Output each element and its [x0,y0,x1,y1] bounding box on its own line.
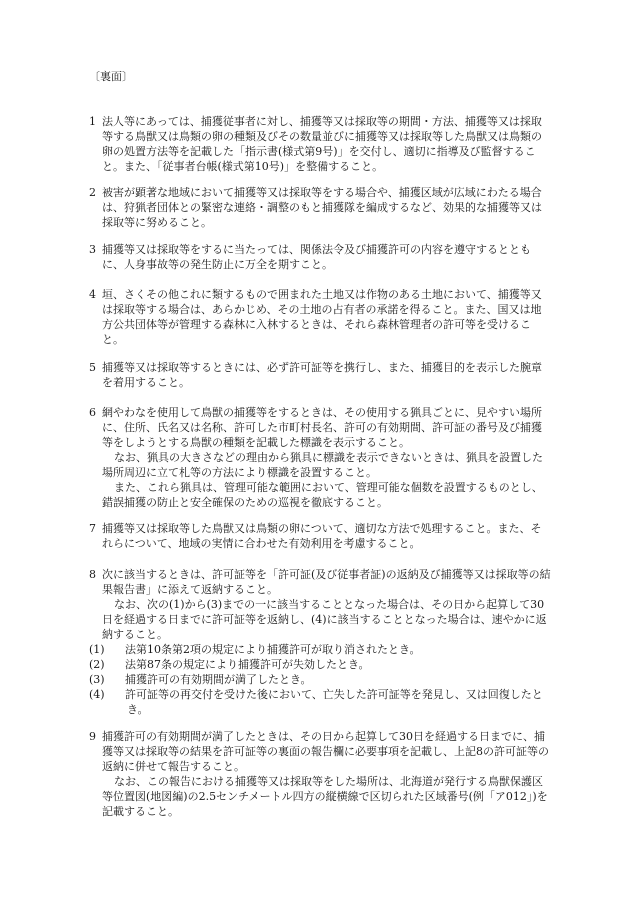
section-6 [89,405,551,510]
list-item-number: (2) [89,658,105,671]
section-text: 捕獲許可の有効期間が満了したときは、その日から起算して30日を経過する日までに、捕獲等又は採取等の結果を許可証等の裏面の報告欄に必要事項を記載し、上記8の許可証等の返納に併せて報告すること。 [102,730,549,773]
section-8 [89,567,551,717]
section-text: 被害が顕著な地域において捕獲等又は採取等をする場合や、捕獲区域が広域にわたる場合は、狩猟者団体との緊密な連絡・調整のもと捕獲隊を編成するなど、効果的な捕獲等又は採取等に努めること。 [102,186,542,229]
section-4 [89,287,551,347]
list-item-text: 法第87条の規定により捕獲許可が失効したとき。 [125,658,370,671]
section-number: 3 [89,243,96,256]
page-heading: 〔裏面〕 [89,70,133,83]
section-number: 1 [89,115,96,128]
section-number: 2 [89,186,96,199]
list-item-number: (1) [89,643,105,656]
section-1 [89,114,551,174]
list-item-number: (3) [89,673,105,686]
list-item-number: (4) [89,688,105,701]
section-paragraph: なお、猟具の大きさなどの理由から猟具に標識を表示できないときは、猟具を設置した場所周辺に立て札等の方法により標識を設置すること。 [102,451,543,479]
list-item [89,672,551,687]
list-item [89,687,551,717]
list-item-text: 捕獲許可の有効期間が満了したとき。 [125,673,312,686]
section-number: 8 [89,568,96,581]
section-text: 網やわなを使用して鳥獣の捕獲等をするときは、その使用する猟具ごとに、見やすい場所に、住所、氏名又は名称、許可した市町村長名、許可の有効期間、許可証の番号及び捕獲等をしようとする鳥獣の種類を記載した標識を表示すること。 [102,406,542,449]
section-text: 法人等にあっては、捕獲従事者に対し、捕獲等又は採取等の期間・方法、捕獲等又は採取等する鳥獣又は鳥類の卵の種類及びその数量並びに捕獲等又は採取等した鳥獣又は鳥類の卵の処置方法等を記載した「指示書(様式第9号)」を交付し、適切に指導及び監督すること。また、「従事者台帳(様式第10号)」を整備すること。 [102,115,542,173]
section-text: 捕獲等又は採取等した鳥獣又は鳥類の卵について、適切な方法で処理すること。また、それらについて、地域の実情に合わせた有効利用を考慮すること。 [102,522,542,550]
section-number: 9 [89,730,96,743]
section-9 [89,729,551,819]
section-paragraph: なお、次の(1)から(3)までの一に該当することとなった場合は、その日から起算して30日を経過する日までに許可証等を返納し、(4)に該当することとなった場合は、速やかに返納すること。 [102,598,547,641]
section-2 [89,185,551,230]
section-number: 4 [89,288,96,301]
section-number: 5 [89,361,96,374]
section-5 [89,360,551,390]
list-item-text: 許可証等の再交付を受けた後において、亡失した許可証等を発見し、又は回復したとき。 [125,688,543,716]
section-number: 7 [89,522,96,535]
section-7 [89,521,551,551]
list-item [89,642,551,657]
section-3 [89,242,551,272]
section-paragraph: また、これら猟具は、管理可能な範囲において、管理可能な個数を設置するものとし、錯誤捕獲の防止と安全確保のための巡視を徹底すること。 [102,481,543,509]
section-number: 6 [89,406,96,419]
list-item-text: 法第10条第2項の規定により捕獲許可が取り消されたとき。 [125,643,421,656]
list-item [89,657,551,672]
section-text: 次に該当するときは、許可証等を「許可証(及び従事者証)の返納及び捕獲等又は採取等の結果報告書」に添えて返納すること。 [102,568,551,596]
section-text: 捕獲等又は採取等するときには、必ず許可証等を携行し、また、捕獲目的を表示した腕章を着用すること。 [102,361,542,389]
section-text: 捕獲等又は採取等をするに当たっては、関係法令及び捕獲許可の内容を遵守するとともに、人身事故等の発生防止に万全を期すこと。 [102,243,531,271]
section-paragraph: なお、この報告における捕獲等又は採取等をした場所は、北海道が発行する鳥獣保護区等位置図(地図編)の2.5センチメートル四方の縦横線で区切られた区域番号(例「ア012」)を記載すること。 [102,775,548,818]
section-text: 垣、さくその他これに類するもので囲まれた土地又は作物のある土地において、捕獲等又は採取等する場合は、あらかじめ、その土地の占有者の承諾を得ること。また、国又は地方公共団体等が管理する森林に入林するときは、それら森林管理者の許可等を受けること。 [102,288,542,346]
